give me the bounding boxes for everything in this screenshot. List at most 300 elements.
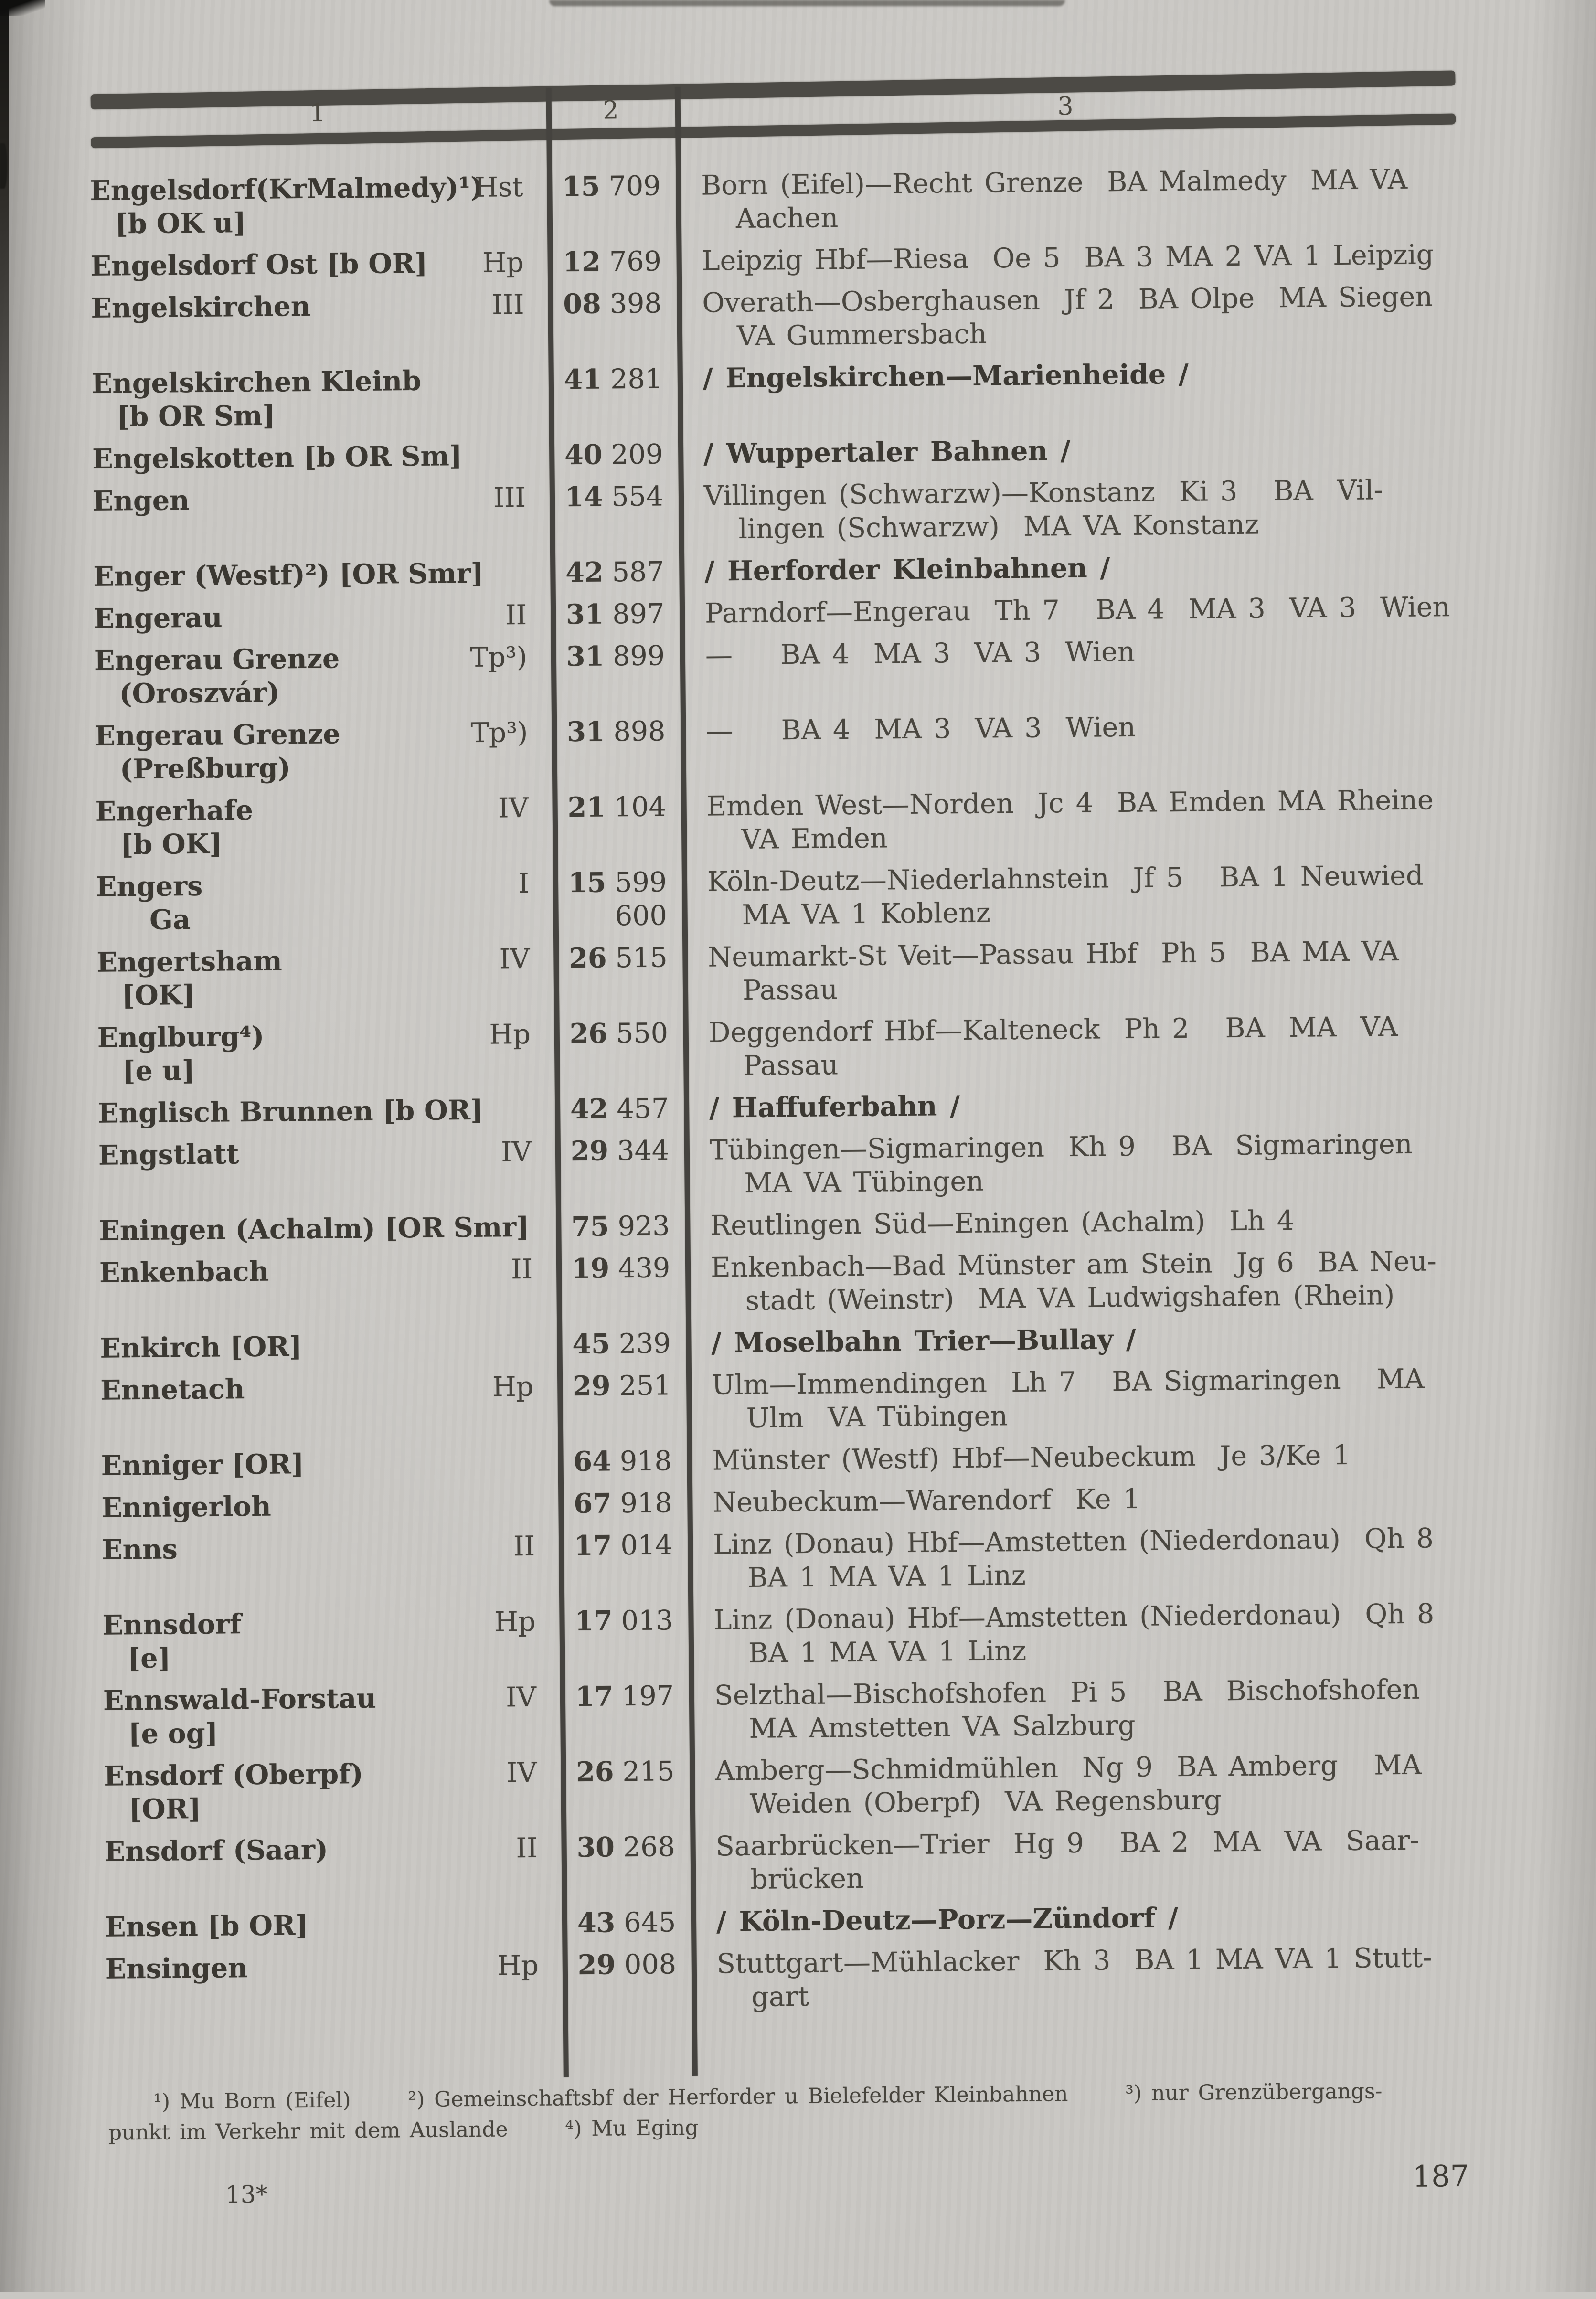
station-line [92, 438, 550, 476]
station-name: Ensdorf (Saar) [104, 1833, 329, 1868]
station-class-marker: Hp [497, 1949, 539, 1982]
route-line: MA Amstetten VA Salzburg [749, 1709, 1136, 1745]
code-value [563, 245, 661, 279]
station-cell [100, 1370, 558, 1440]
route-cell [680, 632, 1460, 706]
station-cell [105, 1906, 563, 1944]
table-row [90, 238, 1457, 283]
code-number-2: 600 [615, 900, 668, 932]
route-cell [676, 238, 1457, 278]
route-line: Linz (Donau) Hbf—Amstetten (Niederdonau) Qh 8 [713, 1598, 1435, 1636]
station-class-marker: II [511, 1253, 533, 1286]
station-name: Engerhafe [95, 794, 254, 828]
station-cell [98, 1135, 556, 1205]
station-class-marker: Tp³) [470, 641, 528, 673]
station-cell [98, 1093, 555, 1130]
code-district: 31 [565, 598, 604, 631]
code-value [572, 1327, 671, 1361]
station-line [97, 1017, 555, 1054]
code-number: 897 [604, 598, 665, 630]
station-sub-label: (Preßburg) [119, 752, 291, 786]
route-line: Emden West—Norden Jc 4 BA Emden MA Rheine [706, 784, 1434, 822]
table-row [104, 1823, 1470, 1902]
station-cell [95, 715, 552, 786]
route-cell [676, 162, 1456, 236]
station-sub-label: [OR] [128, 1792, 202, 1826]
code-number: 344 [608, 1135, 670, 1167]
station-cell [97, 1017, 555, 1088]
route-line: MA VA 1 Koblenz [742, 897, 991, 931]
station-class-marker: Hp [492, 1371, 534, 1403]
code-value [574, 1486, 672, 1521]
station-name: Engerau Grenze [95, 718, 340, 752]
code-cell [561, 1755, 690, 1822]
station-name: Ensdorf (Oberpf) [104, 1757, 363, 1792]
table-row [100, 1320, 1466, 1365]
station-class-marker: IV [498, 792, 529, 824]
station-line [101, 1445, 558, 1482]
code-value [574, 1528, 673, 1563]
station-class-marker: Hp [489, 1018, 531, 1051]
route-line: Passau [743, 1049, 839, 1082]
table-row [99, 1245, 1466, 1323]
table-row [98, 1085, 1464, 1130]
route-cell [688, 1597, 1468, 1671]
column-header-1: 1 [309, 98, 326, 128]
code-district: 75 [571, 1210, 609, 1243]
route-line: stadt (Weinstr) MA VA Ludwigshafen (Rhein) [745, 1279, 1395, 1317]
route-cell [683, 1010, 1463, 1083]
station-name: Engelskotten [b OR Sm] [92, 440, 462, 475]
station-line [96, 866, 553, 904]
table-row [90, 162, 1456, 241]
route-cell [692, 1941, 1472, 2014]
column-header-3: 3 [1057, 92, 1074, 121]
route-cell [688, 1522, 1468, 1595]
table-row [94, 590, 1460, 636]
station-name: Ensen [b OR] [105, 1909, 309, 1943]
station-class-marker: II [516, 1832, 538, 1864]
code-cell [549, 362, 678, 430]
station-cell [92, 363, 549, 434]
station-class-marker: Tp³) [470, 716, 528, 749]
station-sub-label: [e u] [122, 1054, 195, 1087]
code-cell [552, 714, 681, 782]
station-name: Engerau [93, 601, 223, 635]
route-line: / Moselbahn Trier—Bullay / [711, 1323, 1136, 1359]
route-cell [678, 431, 1458, 471]
station-cell [90, 246, 548, 283]
code-value [563, 287, 662, 321]
station-name: Enniger [OR] [101, 1448, 304, 1482]
station-cell [106, 1948, 563, 2019]
code-number: 550 [607, 1017, 669, 1050]
code-district: 31 [566, 715, 605, 748]
table-row [93, 548, 1459, 594]
table-row [95, 708, 1461, 787]
route-line: Villingen (Schwarzw)—Konstanz Ki 3 BA Vil- [703, 474, 1383, 512]
station-name: Eningen (Achalm) [OR Smr] [99, 1211, 530, 1247]
station-line [101, 1487, 559, 1524]
route-line: Weiden (Oberpf) VA Regensburg [749, 1784, 1222, 1820]
station-name: Enkenbach [99, 1255, 269, 1289]
code-number: 268 [614, 1831, 676, 1863]
station-class-marker: III [491, 288, 524, 321]
code-value [576, 1755, 675, 1789]
code-value [576, 1830, 675, 1864]
code-cell [557, 1369, 687, 1437]
table-row [92, 355, 1458, 434]
code-number: 769 [600, 245, 662, 278]
station-cell [99, 1252, 557, 1323]
code-cell [559, 1604, 689, 1671]
table-row [96, 934, 1463, 1013]
table-row [99, 1203, 1465, 1248]
route-line: VA Emden [741, 822, 888, 856]
route-cell [681, 783, 1461, 857]
code-value [573, 1444, 672, 1479]
station-class-marker: II [513, 1530, 535, 1563]
code-cell [547, 169, 676, 237]
code-number: 281 [601, 363, 663, 395]
station-cell [96, 942, 554, 1012]
station-cell [94, 598, 551, 635]
route-cell [687, 1437, 1467, 1478]
code-number: 398 [601, 287, 662, 320]
code-value [572, 1251, 670, 1286]
code-district: 42 [565, 556, 604, 589]
station-sub-label: [e] [127, 1642, 171, 1675]
route-line: gart [751, 1980, 809, 2013]
station-name: Ennigerloh [101, 1490, 271, 1524]
route-line: BA 1 MA VA 1 Linz [747, 1559, 1026, 1594]
station-line [104, 1756, 561, 1793]
route-line: Aachen [735, 202, 839, 235]
code-number: 439 [609, 1252, 670, 1285]
code-number: 554 [602, 480, 664, 513]
station-cell [91, 287, 548, 358]
station-cell [92, 438, 550, 476]
code-number: 197 [613, 1680, 674, 1713]
station-line [93, 556, 551, 593]
route-cell [685, 1203, 1465, 1243]
station-cell [94, 640, 552, 711]
table-row [94, 632, 1460, 711]
station-line [99, 1252, 557, 1289]
code-value [569, 941, 668, 975]
station-class-marker: IV [499, 943, 530, 975]
code-cell [548, 287, 677, 354]
route-line: Selzthal—Bischofshofen Pi 5 BA Bischofshofen [714, 1673, 1420, 1712]
route-cell [690, 1748, 1470, 1821]
code-value [568, 865, 667, 933]
code-district: 43 [577, 1906, 616, 1939]
code-number: 013 [612, 1605, 673, 1637]
code-cell [559, 1528, 688, 1596]
code-cell [550, 479, 679, 547]
page-number: 187 [1412, 2158, 1469, 2194]
station-class-marker: Hp [482, 246, 524, 279]
code-value [575, 1604, 673, 1638]
station-line [100, 1370, 558, 1407]
code-cell [551, 597, 680, 631]
code-district: 17 [575, 1680, 614, 1713]
route-line: Tübingen—Sigmaringen Kh 9 BA Sigmaringen [709, 1128, 1413, 1166]
station-cell [95, 791, 553, 862]
route-line: Saarbrücken—Trier Hg 9 BA 2 MA VA Saar- [715, 1824, 1419, 1863]
code-cell [562, 1905, 692, 1940]
route-cell [682, 934, 1463, 1008]
station-cell [100, 1328, 557, 1365]
route-cell [678, 355, 1458, 429]
table-row [102, 1597, 1468, 1676]
code-district: 42 [570, 1093, 608, 1126]
station-line [98, 1135, 556, 1172]
station-line [102, 1605, 560, 1642]
station-class-marker: Hp [494, 1606, 536, 1638]
route-line: Neumarkt-St Veit—Passau Hbf Ph 5 BA MA VA [708, 936, 1399, 973]
station-line [102, 1529, 559, 1566]
code-district: 26 [575, 1756, 614, 1788]
route-cell [680, 590, 1460, 630]
station-table-body [90, 162, 1472, 2028]
station-cell [96, 866, 553, 937]
code-district: 45 [572, 1328, 610, 1361]
route-line: / Wuppertaler Bahnen / [703, 434, 1071, 470]
station-class-marker: IV [505, 1681, 537, 1714]
code-cell [558, 1486, 688, 1521]
station-name: Engelskirchen [91, 290, 311, 324]
code-district: 21 [567, 791, 606, 824]
code-number: 898 [605, 715, 666, 748]
station-name: Engstlatt [98, 1138, 239, 1171]
station-cell [93, 556, 551, 593]
station-line [104, 1831, 562, 1868]
station-cell [101, 1487, 559, 1524]
station-name: Englisch Brunnen [b OR] [97, 1094, 484, 1129]
table-row [96, 859, 1462, 937]
route-line: Neubeckum—Warendorf Ke 1 [713, 1483, 1141, 1519]
signature-mark: 13* [225, 2180, 268, 2209]
code-number: 587 [603, 556, 664, 588]
station-line [90, 246, 548, 283]
code-value [566, 639, 665, 673]
station-sub-label: (Oroszvár) [119, 676, 280, 710]
code-value [565, 479, 664, 514]
code-value [565, 555, 664, 589]
station-class-marker: Hst [474, 171, 523, 203]
route-cell [691, 1899, 1471, 1939]
table-row [100, 1362, 1467, 1441]
station-line [95, 715, 552, 753]
table-row [105, 1899, 1471, 1944]
table-row [93, 473, 1459, 552]
station-class-marker: IV [500, 1136, 532, 1168]
station-name: Enger (Westf)²) [OR Smr] [93, 557, 484, 593]
table-row [103, 1672, 1469, 1751]
station-line [106, 1948, 563, 1986]
route-line: Köln-Deutz—Niederlahnstein Jf 5 BA 1 Neuwied [707, 860, 1424, 898]
code-number: 709 [600, 170, 661, 202]
code-cell [555, 1134, 685, 1202]
code-district: 30 [576, 1831, 615, 1864]
code-cell [563, 1948, 692, 2015]
station-sub-label: Ga [121, 904, 191, 937]
code-cell [561, 1830, 691, 1898]
code-district: 17 [574, 1529, 612, 1562]
code-cell [549, 437, 679, 472]
code-district: 29 [577, 1948, 616, 1981]
table-row [95, 783, 1461, 862]
footnotes [108, 2075, 1474, 2149]
station-name: Ensingen [105, 1952, 248, 1985]
code-value [575, 1679, 674, 1714]
code-district: 17 [575, 1605, 613, 1638]
route-cell [686, 1320, 1466, 1360]
code-number: 918 [611, 1445, 672, 1478]
code-cell [560, 1679, 690, 1747]
code-number: 239 [610, 1328, 671, 1360]
route-line: brücken [750, 1863, 864, 1895]
code-number: 215 [614, 1756, 675, 1788]
station-cell [104, 1756, 561, 1826]
route-line: Ulm—Immendingen Lh 7 BA Sigmaringen MA [711, 1363, 1425, 1401]
code-number: 209 [602, 438, 663, 471]
code-district: 15 [562, 170, 600, 203]
station-line [95, 791, 553, 828]
route-cell [679, 548, 1459, 588]
code-value [573, 1369, 671, 1403]
code-district: 19 [571, 1252, 610, 1285]
table-row [91, 280, 1457, 359]
code-number: 251 [610, 1370, 671, 1402]
station-sub-label: [b OK] [120, 828, 223, 861]
route-line: Reutlingen Süd—Eningen (Achalm) Lh 4 [710, 1204, 1295, 1242]
code-value [567, 790, 666, 824]
route-line: Amberg—Schmidmühlen Ng 9 BA Amberg MA [714, 1749, 1422, 1787]
route-cell [685, 1245, 1466, 1318]
code-district: 29 [570, 1135, 609, 1168]
route-line: Overath—Osberghausen Jf 2 BA Olpe MA Siegen [702, 281, 1433, 319]
footnote-line: ¹) Mu Born (Eifel) ²) Gemeinschaftsbf der Herforder u Bielefelder Kleinbahnen ³) nur Grenzübergangs- [153, 2079, 1383, 2114]
code-district: 40 [564, 438, 603, 471]
code-value [566, 597, 665, 631]
code-value [562, 169, 661, 203]
code-cell [556, 1209, 685, 1244]
code-number: 599 [606, 866, 667, 899]
station-name: Engelskirchen Kleinb [91, 364, 422, 400]
station-line [98, 1093, 555, 1130]
station-class-marker: III [493, 481, 526, 514]
code-cell [553, 865, 682, 933]
code-district: 12 [563, 245, 601, 278]
route-line: Enkenbach—Bad Münster am Stein Jg 6 BA Neu- [710, 1245, 1436, 1284]
route-line: Parndorf—Engerau Th 7 BA 4 MA 3 VA 3 Wien [704, 591, 1450, 629]
code-cell [552, 790, 681, 858]
route-line: Linz (Donau) Hbf—Amstetten (Niederdonau) Qh 8 [713, 1522, 1434, 1561]
code-value [577, 1948, 676, 1982]
route-line: Stuttgart—Mühlacker Kh 3 BA 1 MA VA 1 Stutt- [716, 1942, 1432, 1980]
station-name: Ennswald-Forstau [103, 1682, 377, 1717]
route-line: Münster (Westf) Hbf—Neubeckum Je 3/Ke 1 [712, 1439, 1351, 1477]
route-line: MA VA Tübingen [744, 1165, 984, 1199]
station-name: Englburg⁴) [97, 1020, 265, 1054]
station-line [94, 598, 551, 635]
code-number: 104 [605, 791, 667, 823]
code-number: 008 [615, 1948, 677, 1981]
station-cell [101, 1445, 558, 1482]
route-line: Ulm VA Tübingen [746, 1400, 1008, 1434]
code-district: 29 [572, 1370, 611, 1403]
column-header-2: 2 [603, 96, 619, 125]
table-row [101, 1479, 1468, 1525]
station-name: Engerau Grenze [94, 642, 340, 677]
station-sub-label: [b OR Sm] [117, 399, 276, 433]
station-name: Engen [92, 484, 190, 517]
station-class-marker: IV [506, 1756, 537, 1789]
code-value [564, 437, 663, 472]
station-cell [102, 1529, 559, 1600]
code-cell [557, 1327, 686, 1361]
route-line: Born (Eifel)—Recht Grenze BA Malmedy MA VA [701, 163, 1408, 202]
code-number: 515 [606, 942, 668, 974]
code-district: 14 [564, 480, 603, 513]
station-line [91, 287, 548, 325]
code-district: 15 [568, 866, 606, 899]
table-row [101, 1437, 1467, 1483]
route-line: / Herforder Kleinbahnen / [704, 552, 1110, 587]
station-sub-label: [OK] [121, 979, 195, 1012]
station-name: Engelsdorf(KrMalmedy)¹) [90, 171, 484, 207]
route-line: / Köln-Deutz—Porz—Zündorf / [716, 1902, 1179, 1938]
station-name: Enkirch [OR] [100, 1330, 302, 1364]
route-line: lingen (Schwarzw) MA VA Konstanz [738, 509, 1259, 545]
code-cell [556, 1251, 686, 1319]
code-value [571, 1209, 670, 1244]
route-cell [682, 859, 1462, 932]
station-cell [104, 1831, 562, 1902]
table-row [98, 1127, 1465, 1206]
code-district: 64 [573, 1445, 612, 1478]
code-number: 457 [608, 1093, 669, 1125]
station-line [90, 170, 547, 208]
station-name: Engers [96, 870, 203, 903]
code-cell [551, 639, 681, 707]
station-cell [103, 1680, 561, 1751]
route-line: — BA 4 MA 3 VA 3 Wien [705, 711, 1136, 747]
code-district: 08 [563, 287, 601, 320]
code-district: 26 [569, 1017, 608, 1050]
footnote-line: punkt im Verkehr mit dem Auslande ⁴) Mu Eging [108, 2115, 699, 2145]
station-line [103, 1680, 561, 1717]
station-name: Ennetach [100, 1373, 245, 1406]
route-line: BA 1 MA VA 1 Linz [748, 1635, 1027, 1669]
code-value [567, 714, 666, 749]
route-line: / Haffuferbahn / [709, 1090, 960, 1124]
route-line: VA Gummersbach [736, 318, 987, 352]
code-number: 645 [615, 1906, 676, 1939]
code-district: 41 [564, 363, 602, 396]
route-cell [690, 1823, 1470, 1897]
code-district: 26 [569, 942, 607, 975]
station-line [94, 640, 552, 677]
station-name: Enns [101, 1533, 178, 1566]
station-cell [93, 480, 550, 551]
station-cell [99, 1210, 556, 1247]
station-cell [102, 1605, 560, 1675]
table-row [97, 1010, 1464, 1088]
route-line: Leipzig Hbf—Riesa Oe 5 BA 3 MA 2 VA 1 Leipzig [702, 239, 1434, 277]
